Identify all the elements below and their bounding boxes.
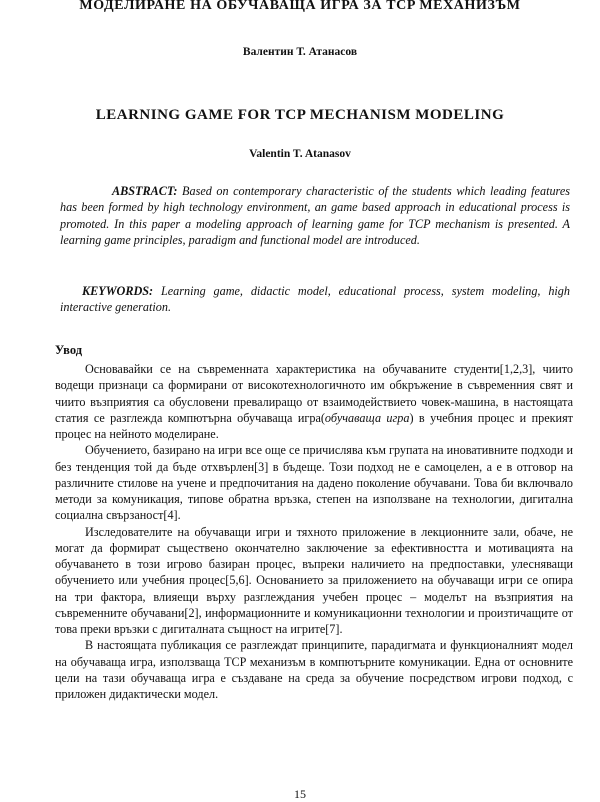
keywords-text: Learning game, didactic model, educational process, system modeling, high interactive generation. <box>60 284 570 315</box>
section-heading-introduction: Увод <box>55 343 83 357</box>
author-name-english: Valentin T. Atanasov <box>249 148 351 160</box>
body-paragraph <box>55 361 573 442</box>
abstract-label: ABSTRACT: <box>112 184 178 198</box>
paragraph-text: ) в учебния процес и прекият процес на нейното моделиране. <box>55 410 573 441</box>
author-name-bulgarian: Валентин Т. Атанасов <box>242 46 358 58</box>
paper-title-english: LEARNING GAME FOR TCP MECHANISM MODELING <box>95 107 505 123</box>
keywords-label: KEYWORDS: <box>82 284 154 298</box>
body-paragraph: Обучението, базирано на игри все още се причислява към групата на иновативните подходи и без тенденция той да бъде отхвърлен[3] в бъдеще. Този подход не е самоцелен, а е в отговор на различните стилове на учене и предпочитания на дадено поколение обучавани. Това би включвало методи за комуникация, типове обратна връзка, степен на използване на технологии, дигитална социална свързаност[4]. <box>55 443 573 523</box>
abstract-block <box>60 183 570 248</box>
keywords-block <box>60 283 570 316</box>
page-number: 15 <box>294 787 306 801</box>
body-paragraph: В настоящата публикация се разглеждат принципите, парадигмата и функционалният модел на обучаваща игра, използваща TCP механизъм в компютърните комуникации. Една от основните цели на тази обучаваща игра е създаване на среда за обучение посредством игрови подход, с приложен дидактически модел. <box>55 638 573 701</box>
body-paragraph: Изследователите на обучаващи игри и тяхното приложение в лекционните зали, обаче, не могат да формират съществено окончателно заключение за ефективността и мотивацията на обучаването в този игрово базиран процес, въпреки наличието на предпоставки, улесняващи обучението или учебния процес[5,6]. Основанието за приложението на обучаващи игри се опира на три фактора, влияещи върху разглеждания учебен процес – моделът на възприятия на съвременните обучавани[2], информационните и комуникационни технологии и произтичащите от това преки връзки с дигиталната същност на игрите[7]. <box>55 524 573 636</box>
body-text <box>55 361 573 702</box>
paper-title-bulgarian: МОДЕЛИРАНЕ НА ОБУЧАВАЩА ИГРА ЗА TCP МЕХАНИЗЪМ <box>79 0 521 13</box>
paragraph-text: Основавайки се на съвременната характеристика на обучаваните студенти[1,2,3], чиито водещи признаци са формирани от високотехнологичното им обкръжение в съвременния свят и чиито възприятия са обусловени превалиращо от взаимодействието човек-машина, в настоящата статия се разглежда компютърна обучаваща игра( <box>55 362 573 425</box>
abstract-text: Based on contemporary characteristic of the students which leading features has been formed by high technology environment, an game based approach in educational process is promoted. In this paper a modeling approach of learning game for TCP mechanism is presented. A learning game principles, paradigm and functional model are introduced. <box>60 184 570 247</box>
italic-term: обучаваща игра <box>324 410 410 425</box>
